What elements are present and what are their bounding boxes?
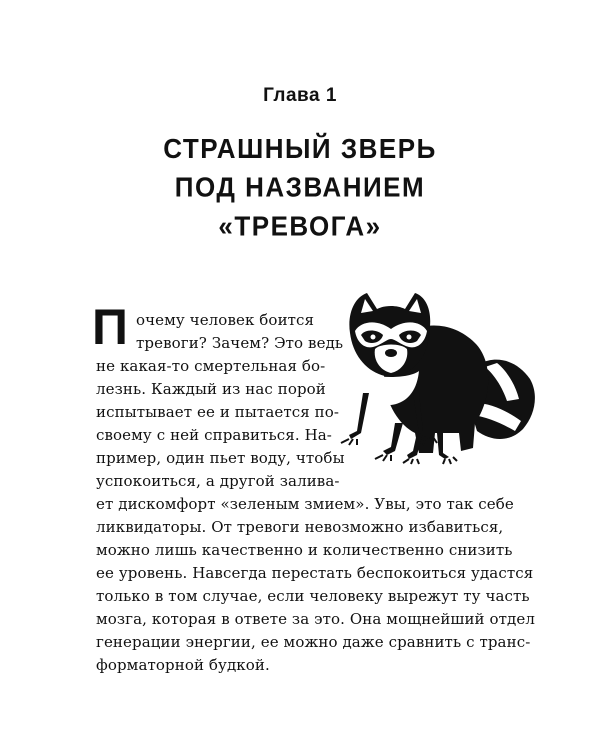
chapter-label: Глава 1 bbox=[263, 85, 337, 106]
body-line: тревоги? Зачем? Это ведь bbox=[136, 334, 344, 352]
body-line: генерации энергии, ее можно даже сравнить с транс- bbox=[96, 633, 531, 651]
chapter-title bbox=[0, 129, 600, 246]
body-line: очему человек боится bbox=[136, 311, 315, 329]
body-line: ее уровень. Навсегда перестать беспокоиться удастся bbox=[96, 564, 534, 582]
drop-cap bbox=[92, 299, 130, 355]
body-line: ет дискомфорт «зеленым змием». Увы, это так себе bbox=[96, 495, 514, 513]
drop-cap-letter: П bbox=[92, 299, 128, 355]
body-line: лезнь. Каждый из нас порой bbox=[96, 380, 326, 398]
body-line: своему с ней справиться. На- bbox=[96, 426, 332, 444]
chapter-title-line-1: СТРАШНЫЙ ЗВЕРЬ bbox=[163, 131, 437, 165]
raccoon-icon bbox=[325, 283, 540, 468]
body-line: пример, один пьет воду, чтобы bbox=[96, 449, 345, 467]
body-line: можно лишь качественно и количественно снизить bbox=[96, 541, 513, 559]
chapter-title-line-3: «ТРЕВОГА» bbox=[218, 209, 382, 243]
body-line: только в том случае, если человеку вырежут ту часть bbox=[96, 587, 530, 605]
body-line: форматорной будкой. bbox=[96, 656, 270, 674]
body-line: испытывает ее и пытается по- bbox=[96, 403, 340, 421]
body-line: ликвидаторы. От тревоги невозможно избавиться, bbox=[96, 518, 504, 536]
body-line: не какая-то смертельная бо- bbox=[96, 357, 326, 375]
body-line: успокоиться, а другой залива- bbox=[96, 472, 340, 490]
body-line: мозга, которая в ответе за это. Она мощнейший отдел bbox=[96, 610, 535, 628]
chapter-title-line-2: ПОД НАЗВАНИЕМ bbox=[174, 170, 426, 204]
